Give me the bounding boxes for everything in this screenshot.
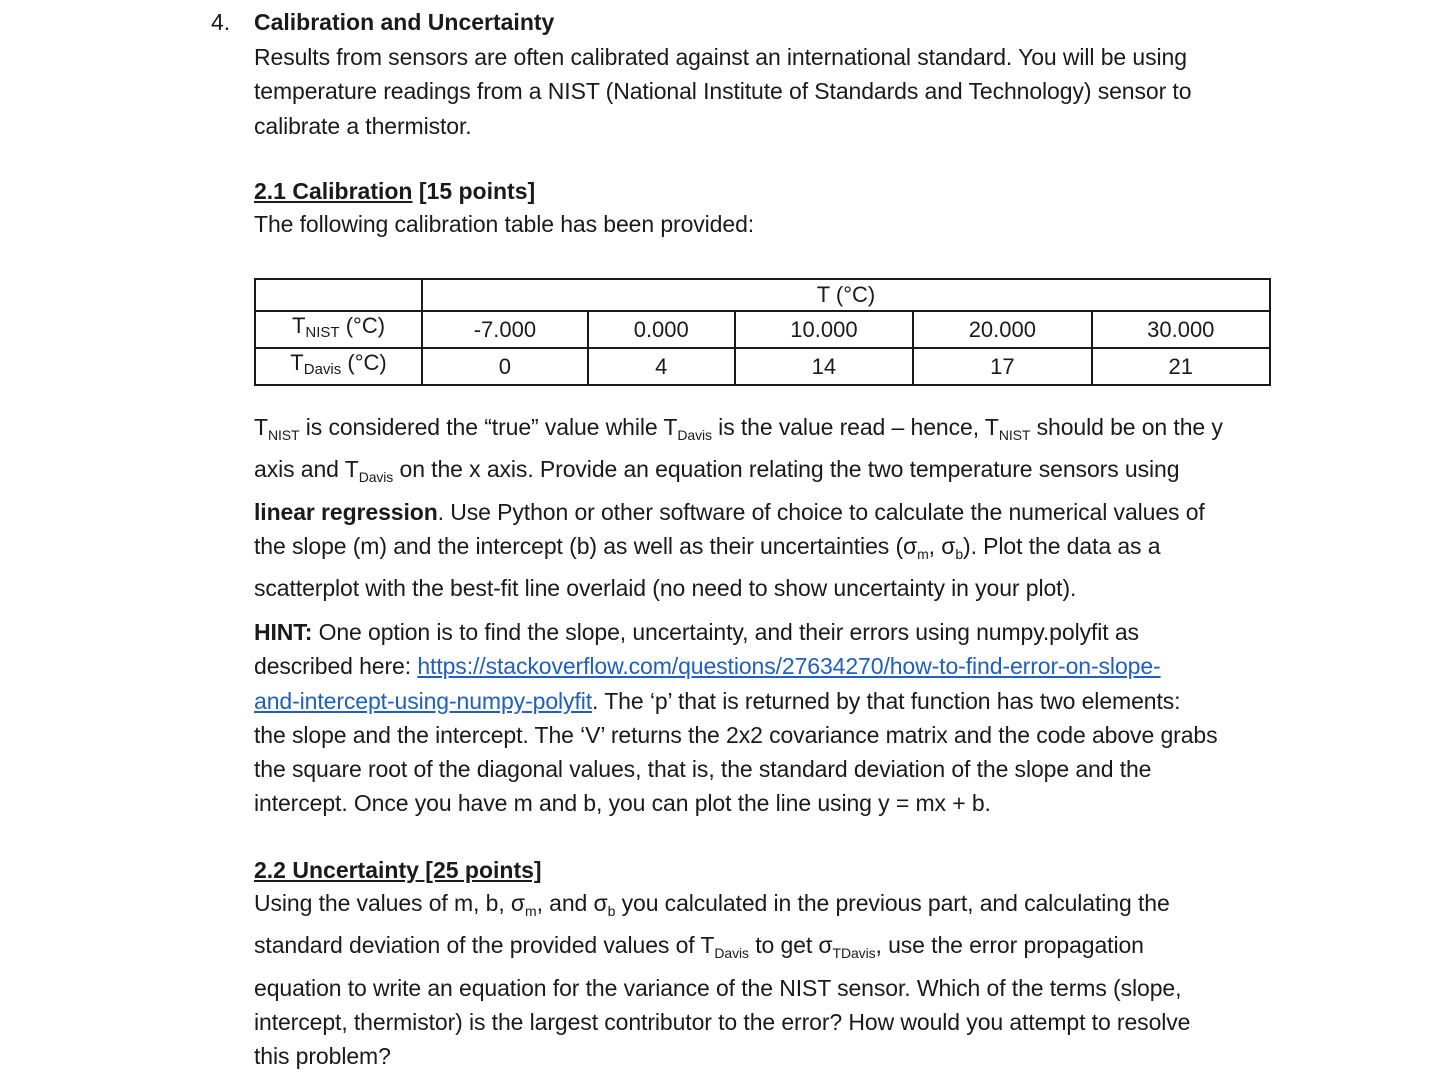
- uncertainty-heading-text: 2.2 Uncertainty: [254, 857, 419, 883]
- calibration-heading-block: [254, 176, 1284, 241]
- table-cell: 10.000: [735, 311, 913, 348]
- table-cell: 20.000: [913, 311, 1091, 348]
- table-cell: 4: [588, 348, 735, 385]
- regression-line: the slope (m) and the intercept (b) as well as their uncertainties ($\sigma_m$, $\sigma_b$). Plot the data as a: [254, 532, 1161, 562]
- table-cell: 14: [735, 348, 913, 385]
- hint-line: described here: https://stackoverflow.com/questions/27634270/how-to-find-error-on-slope-: [254, 653, 1161, 680]
- section-content: [254, 8, 1284, 143]
- calibration-table: [254, 278, 1271, 386]
- regression-line: $T_{NIST}$ is considered the “true” value while $T_{Davis}$ is the value read – hence, $T_{NIST}$ should be on the y: [254, 414, 1223, 443]
- table-cell: 0: [422, 348, 588, 385]
- table-cell: 17: [913, 348, 1091, 385]
- hint-label: HINT:: [254, 619, 313, 645]
- uncertainty-line: Using the values of m, b, $\sigma_m$, and $\sigma_b$ you calculated in the previous part, and calculating the: [254, 890, 1170, 919]
- calibration-points: [15 points]: [412, 178, 536, 204]
- uncertainty-line: intercept, thermistor) is the largest contributor to the error? How would you attempt to resolve: [254, 1008, 1191, 1035]
- uncertainty-points: [25 points]: [418, 857, 542, 883]
- regression-line: linear regression. Use Python or other software of choice to calculate the numerical values of: [254, 498, 1205, 525]
- section-number: 4.: [211, 9, 231, 35]
- table-cell: 30.000: [1092, 311, 1270, 348]
- regression-paragraph: [254, 410, 1294, 605]
- calibration-heading-text: 2.1 Calibration: [254, 178, 413, 204]
- uncertainty-heading: [254, 855, 1294, 885]
- intro-line: calibrate a thermistor.: [254, 112, 472, 139]
- regression-line: scatterplot with the best-fit line overlaid (no need to show uncertainty in your plot).: [254, 575, 1077, 602]
- hint-line: HINT: One option is to find the slope, uncertainty, and their errors using numpy.polyfit as: [254, 619, 1139, 645]
- uncertainty-section: [254, 855, 1294, 1073]
- table-header-row: [255, 279, 1270, 311]
- stackoverflow-link[interactable]: https://stackoverflow.com/questions/27634270/how-to-find-error-on-slope-: [417, 653, 1161, 680]
- stackoverflow-link-continued[interactable]: and-intercept-using-numpy-polyfit: [254, 687, 593, 714]
- row-label-davis: TDavis (°C): [255, 348, 422, 385]
- hint-line: the slope and the intercept. The ‘V’ returns the 2x2 covariance matrix and the code above grabs: [254, 721, 1218, 748]
- table-row: [255, 348, 1270, 385]
- calibration-heading: [254, 176, 1284, 206]
- row-label-nist: TNIST (°C): [255, 311, 422, 348]
- hint-line: intercept. Once you have m and b, you can plot the line using y = mx + b.: [254, 790, 991, 817]
- intro-paragraph: [254, 40, 1284, 143]
- table-cell: 21: [1092, 348, 1270, 385]
- table-cell: 0.000: [588, 311, 735, 348]
- hint-line: the square root of the diagonal values, that is, the standard deviation of the slope and the: [254, 756, 1152, 783]
- intro-line: temperature readings from a NIST (National Institute of Standards and Technology) sensor to: [254, 78, 1192, 105]
- uncertainty-line: this problem?: [254, 1043, 391, 1070]
- hint-paragraph: [254, 615, 1294, 821]
- uncertainty-line: standard deviation of the provided values of $T_{Davis}$ to get $\sigma_{TDavis}$, use the error propagation: [254, 932, 1144, 962]
- calibration-lead: The following calibration table has been provided:: [254, 211, 755, 237]
- section-title: Calibration and Uncertainty: [254, 9, 555, 35]
- uncertainty-line: equation to write an equation for the variance of the NIST sensor. Which of the terms (slope,: [254, 974, 1182, 1001]
- table-cell: -7.000: [422, 311, 588, 348]
- table-header-cell: T (°C): [422, 279, 1270, 311]
- intro-line: Results from sensors are often calibrated against an international standard. You will be using: [254, 44, 1187, 70]
- table-corner-cell: [255, 279, 422, 311]
- hint-line: and-intercept-using-numpy-polyfit. The ‘p’ that is returned by that function has two elements:: [254, 687, 1181, 714]
- regression-line: axis and $T_{Davis}$ on the x axis. Provide an equation relating the two temperature sensors using: [254, 456, 1180, 486]
- table-row: [255, 311, 1270, 348]
